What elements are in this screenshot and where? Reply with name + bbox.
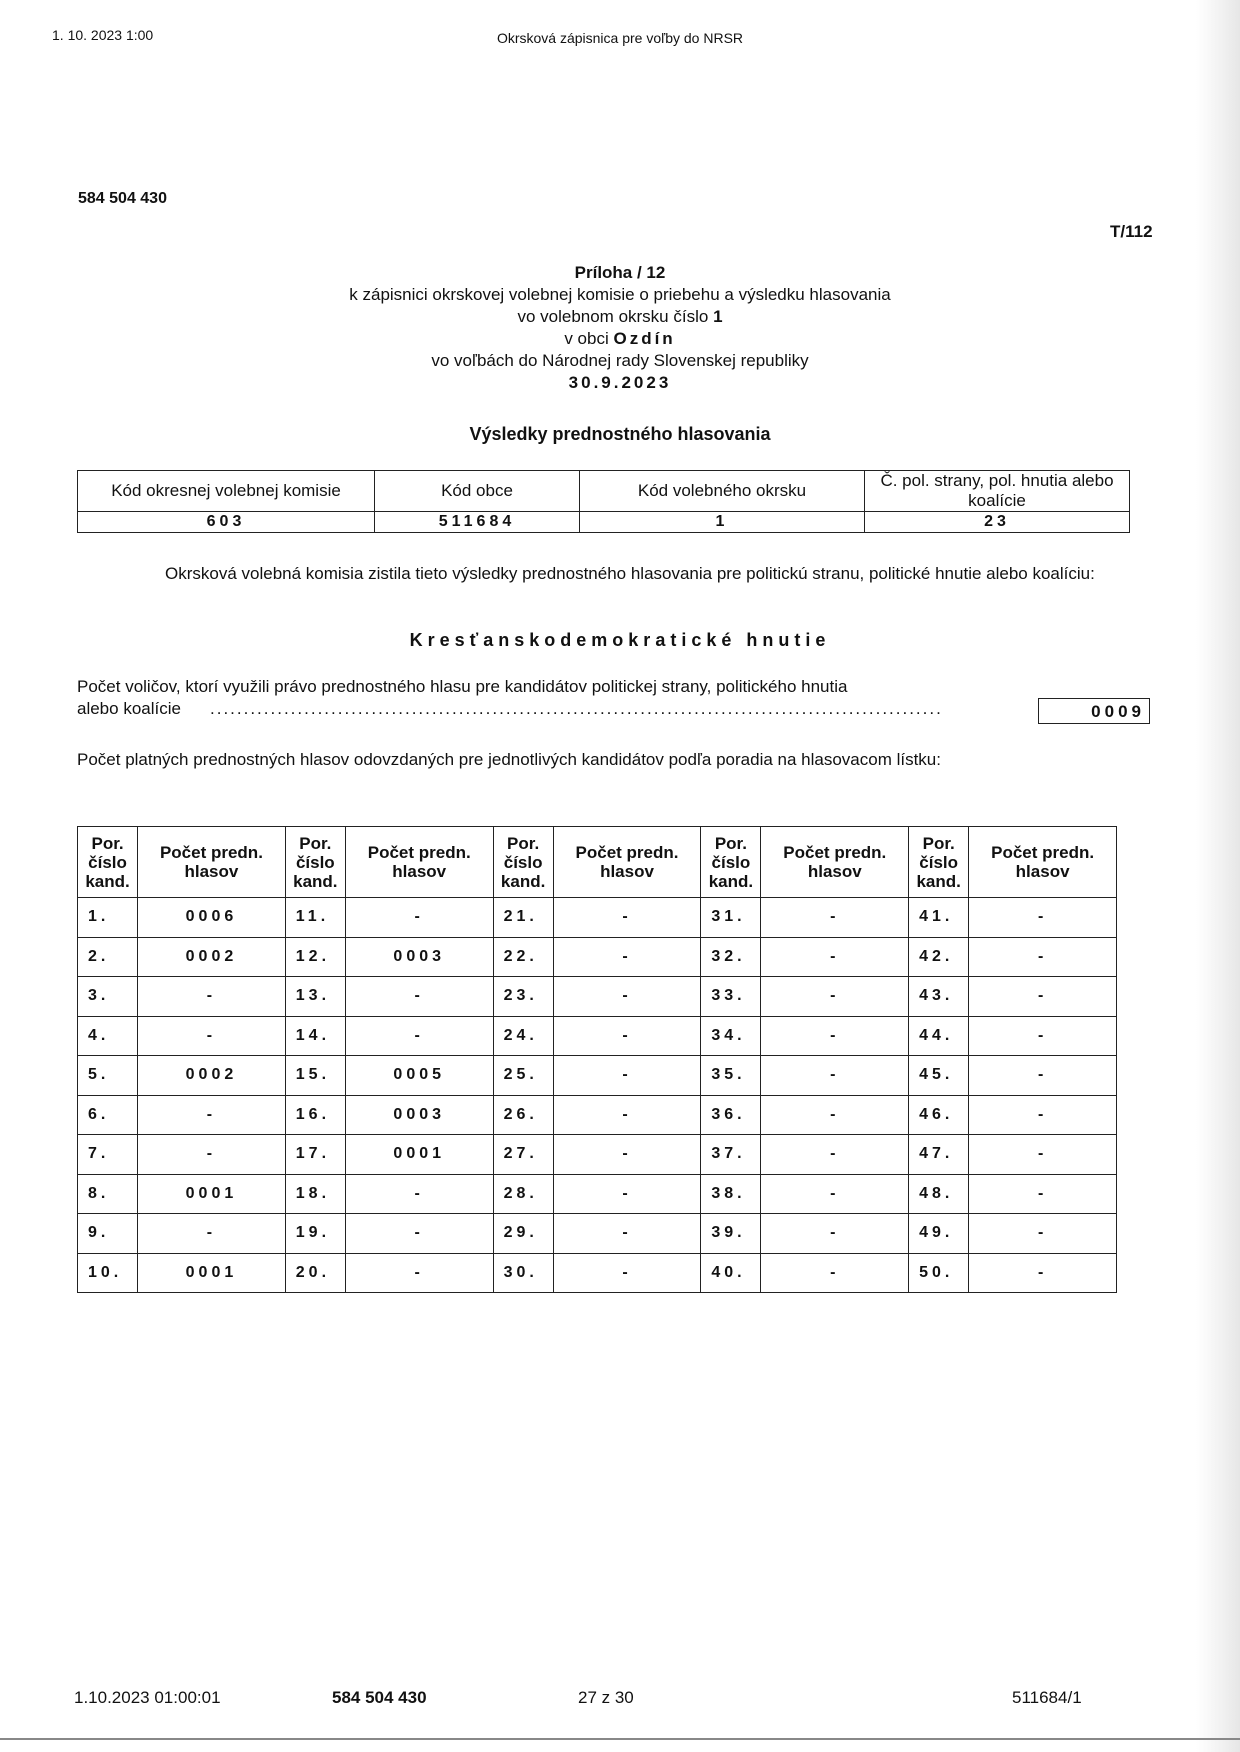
candidate-number-cell: 8. (78, 1174, 138, 1214)
codes-header-municipality: Kód obce (375, 471, 580, 512)
preferential-votes-cell: - (553, 1253, 701, 1293)
preferential-votes-cell: - (969, 1016, 1117, 1056)
table-row (78, 1214, 1117, 1254)
preferential-votes-cell: - (138, 977, 286, 1017)
preferential-votes-cell: - (761, 977, 909, 1017)
header-candidate-number: Por. číslo kand. (909, 827, 969, 898)
candidate-number-cell: 25. (493, 1056, 553, 1096)
candidate-number-cell: 24. (493, 1016, 553, 1056)
codes-header-row (78, 471, 1130, 512)
table-row (78, 1056, 1117, 1096)
candidate-number-cell: 21. (493, 898, 553, 938)
candidate-number-cell: 33. (701, 977, 761, 1017)
preferential-votes-cell: 0001 (138, 1174, 286, 1214)
print-datetime: 1. 10. 2023 1:00 (52, 27, 154, 43)
preferential-votes-cell: - (138, 1095, 286, 1135)
preferential-votes-cell: - (761, 1253, 909, 1293)
preferential-votes-label: Počet platných prednostných hlasov odovzdaných pre jednotlivých kandidátov podľa poradia na hlasovacom lístku: (77, 750, 941, 769)
candidate-number-cell: 22. (493, 937, 553, 977)
candidate-number-cell: 26. (493, 1095, 553, 1135)
preferential-votes-cell: 0003 (345, 1095, 493, 1135)
candidate-number-cell: 30. (493, 1253, 553, 1293)
footer-document-number: 584 504 430 (332, 1688, 427, 1707)
table-row (78, 1095, 1117, 1135)
candidate-number-cell: 7. (78, 1135, 138, 1175)
party-name: Kresťanskodemokratické hnutie (409, 630, 831, 650)
footer-datetime: 1.10.2023 01:00:01 (74, 1688, 221, 1707)
candidate-number-cell: 16. (285, 1095, 345, 1135)
table-row (78, 1174, 1117, 1214)
candidate-number-cell: 40. (701, 1253, 761, 1293)
candidate-number-cell: 31. (701, 898, 761, 938)
preferential-votes-cell: - (761, 898, 909, 938)
preferential-votes-cell: 0001 (345, 1135, 493, 1175)
header-candidate-number: Por. číslo kand. (285, 827, 345, 898)
preferential-votes-cell: - (345, 1253, 493, 1293)
candidate-number-cell: 6. (78, 1095, 138, 1135)
table-row (78, 977, 1117, 1017)
candidate-number-cell: 37. (701, 1135, 761, 1175)
candidate-number-cell: 2. (78, 937, 138, 977)
header-candidate-number: Por. číslo kand. (493, 827, 553, 898)
preferential-votes-cell: - (761, 1095, 909, 1135)
candidates-table (77, 826, 1117, 1293)
preferential-votes-cell: 0006 (138, 898, 286, 938)
dot-leader: ............................................................................................................. (210, 699, 943, 718)
codes-header-district-commission: Kód okresnej volebnej komisie (78, 471, 375, 512)
header-preferential-votes: Počet predn. hlasov (969, 827, 1117, 898)
table-row (78, 1016, 1117, 1056)
preferential-votes-cell: - (553, 1056, 701, 1096)
election-date: 30.9.2023 (568, 373, 672, 392)
district-number: 1 (713, 307, 723, 326)
preferential-votes-cell: - (553, 898, 701, 938)
candidate-number-cell: 28. (493, 1174, 553, 1214)
candidate-number-cell: 20. (285, 1253, 345, 1293)
heading-block (0, 262, 1240, 394)
preferential-votes-cell: - (345, 1214, 493, 1254)
preferential-votes-cell: - (553, 1214, 701, 1254)
preferential-votes-cell: 0003 (345, 937, 493, 977)
codes-table (77, 470, 1130, 533)
candidate-number-cell: 10. (78, 1253, 138, 1293)
candidate-number-cell: 47. (909, 1135, 969, 1175)
codes-value-district-commission: 603 (78, 512, 375, 533)
print-title: Okrsková zápisnica pre voľby do NRSR (496, 30, 744, 46)
heading-line-4: v obci Ozdín (564, 329, 676, 348)
candidate-number-cell: 15. (285, 1056, 345, 1096)
attachment-title: Príloha / 12 (574, 263, 666, 282)
candidate-number-cell: 4. (78, 1016, 138, 1056)
form-code: T/112 (1110, 222, 1153, 241)
codes-value-party: 23 (865, 512, 1130, 533)
table-row (78, 898, 1117, 938)
preferential-votes-cell: - (969, 1174, 1117, 1214)
candidates-body (78, 898, 1117, 1293)
preferential-votes-cell: - (969, 1253, 1117, 1293)
preferential-votes-cell: - (969, 937, 1117, 977)
footer-page-number: 27 z 30 (578, 1688, 634, 1707)
preferential-votes-cell: 0005 (345, 1056, 493, 1096)
codes-value-district: 1 (580, 512, 865, 533)
header-candidate-number: Por. číslo kand. (78, 827, 138, 898)
preferential-votes-cell: - (761, 1016, 909, 1056)
footer-code: 511684/1 (1012, 1688, 1082, 1707)
preferential-votes-cell: - (553, 1016, 701, 1056)
table-row (78, 937, 1117, 977)
preferential-votes-cell: - (761, 1214, 909, 1254)
candidate-number-cell: 17. (285, 1135, 345, 1175)
section-title: Výsledky prednostného hlasovania (469, 424, 771, 444)
candidate-number-cell: 23. (493, 977, 553, 1017)
voters-count-box: 0009 (1038, 698, 1150, 724)
candidate-number-cell: 19. (285, 1214, 345, 1254)
header-preferential-votes: Počet predn. hlasov (345, 827, 493, 898)
header-preferential-votes: Počet predn. hlasov (553, 827, 701, 898)
page-bottom-edge (0, 1738, 1240, 1740)
candidate-number-cell: 39. (701, 1214, 761, 1254)
header-preferential-votes: Počet predn. hlasov (138, 827, 286, 898)
preferential-votes-cell: - (969, 1056, 1117, 1096)
candidate-number-cell: 44. (909, 1016, 969, 1056)
heading-line-3: vo volebnom okrsku číslo 1 (517, 307, 723, 326)
candidate-number-cell: 45. (909, 1056, 969, 1096)
preferential-votes-cell: - (345, 977, 493, 1017)
candidate-number-cell: 29. (493, 1214, 553, 1254)
candidate-number-cell: 13. (285, 977, 345, 1017)
preferential-votes-cell: - (138, 1016, 286, 1056)
header-preferential-votes: Počet predn. hlasov (761, 827, 909, 898)
municipality-name: Ozdín (613, 329, 676, 348)
document-number: 584 504 430 (78, 190, 167, 207)
intro-text: Okrsková volebná komisia zistila tieto výsledky prednostného hlasovania pre politickú stranu, politické hnutie alebo koalíciu: (165, 564, 1095, 583)
candidate-number-cell: 50. (909, 1253, 969, 1293)
candidate-number-cell: 14. (285, 1016, 345, 1056)
candidate-number-cell: 5. (78, 1056, 138, 1096)
preferential-votes-cell: - (969, 1135, 1117, 1175)
preferential-votes-cell: - (969, 898, 1117, 938)
preferential-votes-cell: - (138, 1135, 286, 1175)
preferential-votes-cell: - (969, 1095, 1117, 1135)
preferential-votes-cell: - (553, 977, 701, 1017)
preferential-votes-cell: - (345, 898, 493, 938)
preferential-votes-cell: - (138, 1214, 286, 1254)
preferential-votes-cell: - (969, 1214, 1117, 1254)
candidate-number-cell: 32. (701, 937, 761, 977)
candidate-number-cell: 38. (701, 1174, 761, 1214)
candidate-number-cell: 42. (909, 937, 969, 977)
table-row (78, 1135, 1117, 1175)
preferential-votes-cell: - (761, 1056, 909, 1096)
candidate-number-cell: 1. (78, 898, 138, 938)
preferential-votes-cell: - (761, 937, 909, 977)
candidate-number-cell: 43. (909, 977, 969, 1017)
voters-label-line-2: alebo koalície (77, 699, 181, 718)
candidate-number-cell: 34. (701, 1016, 761, 1056)
preferential-votes-cell: - (969, 977, 1117, 1017)
preferential-votes-cell: - (345, 1174, 493, 1214)
heading-line-5: vo voľbách do Národnej rady Slovenskej republiky (431, 351, 809, 370)
preferential-votes-cell: - (553, 1174, 701, 1214)
voters-label-line-1: Počet voličov, ktorí využili právo prednostného hlasu pre kandidátov politickej strany, politického hnutia (77, 677, 848, 696)
candidate-number-cell: 41. (909, 898, 969, 938)
candidate-number-cell: 9. (78, 1214, 138, 1254)
heading-line-2: k zápisnici okrskovej volebnej komisie o priebehu a výsledku hlasovania (349, 285, 891, 304)
preferential-votes-cell: 0002 (138, 937, 286, 977)
candidate-number-cell: 18. (285, 1174, 345, 1214)
candidate-number-cell: 48. (909, 1174, 969, 1214)
candidate-number-cell: 49. (909, 1214, 969, 1254)
header-candidate-number: Por. číslo kand. (701, 827, 761, 898)
preferential-votes-cell: - (761, 1135, 909, 1175)
candidate-number-cell: 35. (701, 1056, 761, 1096)
candidate-number-cell: 36. (701, 1095, 761, 1135)
candidate-number-cell: 12. (285, 937, 345, 977)
candidate-number-cell: 27. (493, 1135, 553, 1175)
candidate-number-cell: 11. (285, 898, 345, 938)
candidate-number-cell: 3. (78, 977, 138, 1017)
codes-header-district: Kód volebného okrsku (580, 471, 865, 512)
preferential-votes-cell: - (345, 1016, 493, 1056)
candidate-number-cell: 46. (909, 1095, 969, 1135)
preferential-votes-cell: - (761, 1174, 909, 1214)
codes-header-party: Č. pol. strany, pol. hnutia alebo koalície (865, 471, 1130, 512)
codes-value-municipality: 511684 (375, 512, 580, 533)
preferential-votes-cell: 0002 (138, 1056, 286, 1096)
candidates-header-row (78, 827, 1117, 898)
preferential-votes-cell: - (553, 937, 701, 977)
preferential-votes-cell: 0001 (138, 1253, 286, 1293)
codes-value-row (78, 512, 1130, 533)
table-row (78, 1253, 1117, 1293)
preferential-votes-cell: - (553, 1095, 701, 1135)
preferential-votes-cell: - (553, 1135, 701, 1175)
